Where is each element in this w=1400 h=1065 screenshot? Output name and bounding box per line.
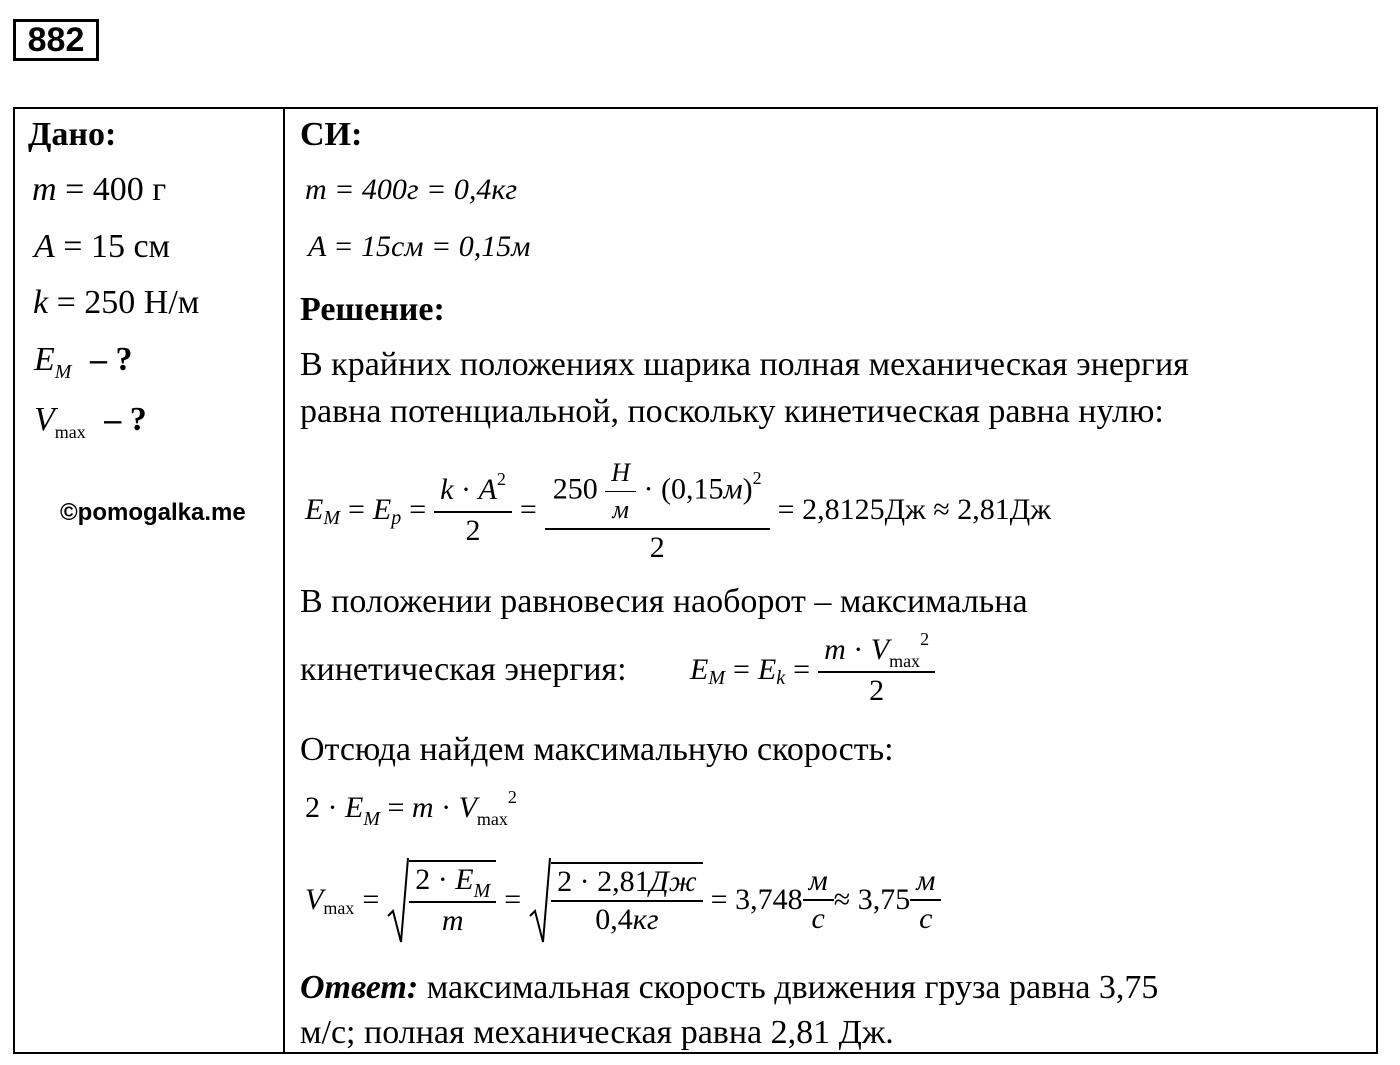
solution-text-5: Отсюда найдем максимальную скорость: — [300, 731, 894, 768]
velocity-formula: V max = $\frac{2 \cdot E_M}{m}$ = $\frac{2 \cdot 2,81Дж}{0,4кг}$ = 3,748 $\frac{м}{с}$ ≈ 3,75 $\frac{м}{с}$ — [305, 852, 941, 947]
given-stiffness: k = 250 Н/м — [33, 284, 200, 321]
kinetic-formula: E M = E k = $\frac{m \cdot V_{max}^2}{2}$ — [690, 630, 935, 710]
velocity-approx: ≈ 3,75 — [833, 882, 911, 916]
energy-result: = 2,8125Дж ≈ 2,81Дж — [777, 493, 1051, 526]
given-mass: m = 400 г — [32, 171, 167, 208]
column-divider — [283, 107, 285, 1054]
solution-text-4: кинетическая энергия: — [300, 651, 627, 688]
given-energy-unknown: $E_M$ – ? — [34, 341, 133, 383]
given-amplitude: A = 15 см — [34, 228, 171, 265]
solution-text-3: В положении равновесия наоборот – максимальна — [300, 583, 1028, 620]
problem-number: 882 — [13, 19, 99, 61]
si-mass: m = 400г = 0,4кг — [305, 173, 518, 206]
answer-label: Ответ: — [300, 969, 419, 1006]
answer-line-2: м/с; полная механическая равна 2,81 Дж. — [300, 1014, 894, 1051]
si-amplitude: A = 15см = 0,15м — [308, 230, 531, 263]
solution-title: Решение: — [300, 291, 445, 328]
solution-text-1: В крайних положениях шарика полная механическая энергия — [300, 346, 1189, 383]
velocity-result: = 3,748 — [710, 882, 803, 916]
given-velocity-unknown: $V_{max}$ – ? — [34, 401, 147, 442]
given-title: Дано: — [28, 116, 117, 153]
energy-equation: $2 \cdot E_M = m \cdot V_{max}^2$ — [305, 787, 517, 830]
energy-formula: E M = E p = $\frac{k \cdot A^2}{2}$ = 250 $\frac{Н}{м}$ · $(0,15м)^2$ 2 = 2,8125Дж ≈ 2,81Дж — [305, 455, 1051, 565]
answer-line-1: Ответ: максимальная скорость движения груза равна 3,75 — [300, 969, 1159, 1006]
si-title: СИ: — [300, 116, 363, 153]
watermark: ©pomogalka.me — [60, 499, 246, 526]
solution-text-2: равна потенциальной, поскольку кинетическая равна нулю: — [300, 393, 1164, 430]
